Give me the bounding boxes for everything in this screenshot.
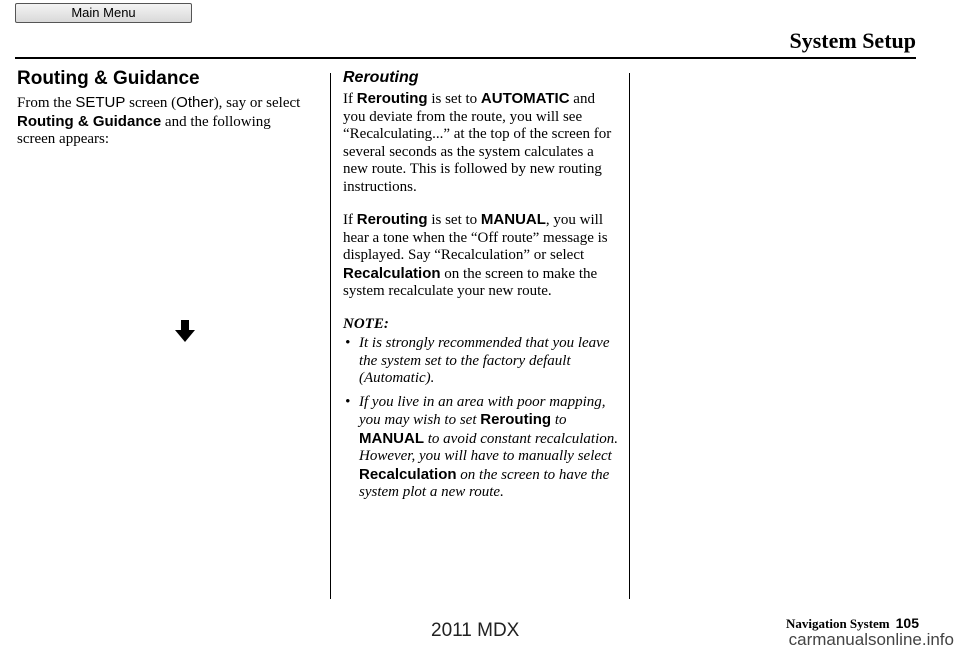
rerouting-keyword: Rerouting xyxy=(356,211,428,228)
main-menu-button[interactable]: Main Menu xyxy=(15,3,192,23)
footer-label: Navigation System xyxy=(786,616,890,631)
watermark-model: 2011 MDX xyxy=(431,620,520,641)
routing-guidance-keyword: Routing & Guidance xyxy=(17,112,162,130)
bullet-icon: • xyxy=(345,335,351,351)
bullet-icon: • xyxy=(345,393,351,410)
watermark-site: carmanualsonline.info xyxy=(788,630,954,649)
manual-keyword: MANUAL xyxy=(480,211,546,228)
down-arrow-icon xyxy=(175,320,195,342)
right-column xyxy=(343,68,618,508)
rerouting-paragraph-2: If Rerouting is set to MANUAL, you will hear a tone when the “Off route” message is displayed. Say “Recalculation” or select Recalculation on the screen to make the system recalculate your new route. xyxy=(343,211,608,299)
column-divider-left xyxy=(330,73,331,599)
column-divider-right xyxy=(629,73,630,599)
note-label: NOTE: xyxy=(343,315,389,332)
manual-keyword: MANUAL xyxy=(359,429,424,447)
note-item: • If you live in an area with poor mapping, you may wish to set Rerouting to MANUAL to avoid constant recalculation. However, you will have to manually select Recalculation on the screen to have the system plot a new route. xyxy=(345,393,618,500)
note-list xyxy=(343,335,618,502)
intro-paragraph: From the SETUP screen (Other), say or select Routing & Guidance and the following screen appears: xyxy=(17,94,301,147)
automatic-keyword: AUTOMATIC xyxy=(480,90,570,107)
title-rule xyxy=(15,57,916,59)
recalculation-keyword: Recalculation xyxy=(359,465,457,483)
rerouting-keyword: Rerouting xyxy=(480,411,552,428)
section-title: System Setup xyxy=(789,28,916,53)
rerouting-heading: Rerouting xyxy=(343,69,419,86)
page-number: 105 xyxy=(895,615,919,631)
other-keyword: Other xyxy=(176,94,214,111)
rerouting-paragraph-1: If Rerouting is set to AUTOMATIC and you deviate from the route, you will see “Recalculating...” at the top of the screen for several seconds as the system calculates a new route. This is followed by new routing instructions. xyxy=(343,90,612,195)
section-heading: Routing & Guidance xyxy=(17,68,200,89)
setup-keyword: SETUP xyxy=(75,94,126,111)
left-column xyxy=(17,68,312,149)
note-item: • It is strongly recommended that you leave the system set to the factory default (Automatic). xyxy=(345,335,610,386)
rerouting-keyword: Rerouting xyxy=(356,90,428,107)
recalculation-keyword: Recalculation xyxy=(343,264,441,282)
